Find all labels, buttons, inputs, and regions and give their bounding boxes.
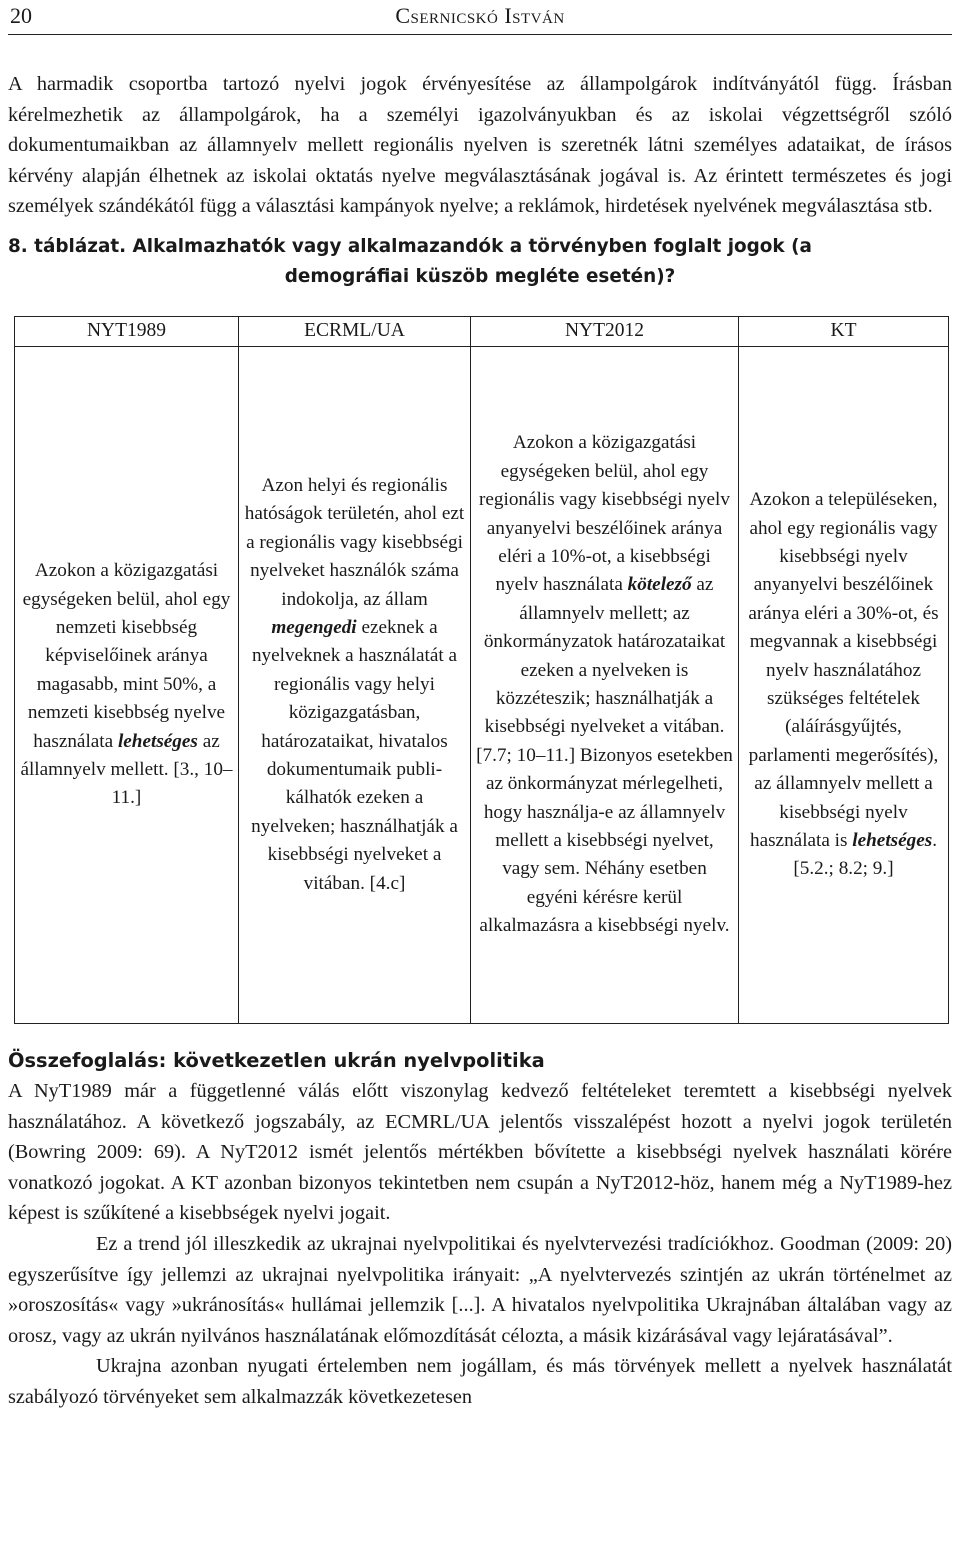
table-caption — [8, 232, 952, 292]
cell-nyt2012 — [471, 346, 739, 1023]
cell-kt — [739, 346, 949, 1023]
cell-text: az államnyelv mellett. [3., 10–11.] — [20, 730, 233, 809]
rights-comparison-table — [14, 316, 949, 1024]
cell-emphasis: kötelező — [627, 574, 692, 596]
cell-ecrml-ua — [239, 346, 471, 1023]
cell-text: . [5.2.; 8.2; 9.] — [793, 830, 938, 880]
column-header-nyt2012: NYT2012 — [471, 316, 739, 346]
cell-text: az államnyelv mellett; az önkormányzatok határozataikat ezeken a nyelveken is közzéteszik; használhatják a kisebbségi nyelveket a vitában. [7.7; 10–11.] Bizonyos esetekben az önkormányzat mérlegelheti, hogy használja-e az államnyelv mellett a kisebbségi nyelvet, vagy sem. Néhány esetben egyéni kérésre kerül alkalmazásra a kisebbségi nyelv. — [476, 574, 733, 937]
cell-text: Azokon a közigazgatási egységeken belül, ahol egy nemzeti kisebbség képviselőinek aránya magasabb, mint 50%, a nemzeti kisebbség nyelve használata — [22, 560, 231, 752]
cell-emphasis: megengedi — [271, 616, 357, 638]
cell-emphasis: lehetséges — [117, 730, 198, 752]
column-header-ecrml-ua: ECRML/UA — [239, 316, 471, 346]
intro-paragraph: A harmadik csoportba tartozó nyelvi jogok érvényesítése az állampolgárok indítványától függ. Írásban kérelmezhetik az állampolgárok, ha a személyi igazolványukban és az iskolai végzettségről szóló dokumentumaikban az államnyelv mellett regionális nyelven is szeretnék látni személyes adataikat, de írásos kérvény alapján élhetnek az iskolai oktatás nyelve megválasztásának jogával is. Az érintett természetes és jogi személyek szándékától függ a választási kampányok nyelve; a reklámok, hirdetések nyelvének megválasztása stb. — [8, 73, 952, 218]
cell-text: Azokon a közigazgatási egységeken belül, ahol egy regionális vagy kisebbségi nyelv anyanyelvi beszélőinek aránya eléri a 10%-ot, a kisebbségi nyelv használata — [479, 432, 730, 596]
summary-paragraph-3: Ukrajna azonban nyugati értelemben nem jogállam, és más törvények mellett a nyelvek használatát szabályozó törvényeket sem alkalmazzák következetesen — [8, 1355, 952, 1408]
table-caption-line1: 8. táblázat. Alkalmazhatók vagy alkalmazandók a törvényben foglalt jogok (a — [8, 235, 812, 257]
cell-text: Azon helyi és regionális hatóságok területén, ahol ezt a regionális vagy kisebbségi nyelveket használók száma indokolja, az állam — [244, 474, 465, 610]
table-header-row — [15, 316, 949, 346]
cell-emphasis: lehetséges — [852, 830, 933, 851]
running-head — [8, 0, 952, 35]
summary-paragraph-2: Ez a trend jól illeszkedik az ukrajnai nyelvpolitikai és nyelvtervezési tradíciókhoz. Goodman (2009: 20) egyszerűsítve így jellemzi az ukrajnai nyelvpolitika irányait: „A nyelvtervezés szintjén az ukrán történelmet az »oroszosítás« vagy »ukránosítás« hullámai jellemzik [...]. A hivatalos nyelvpolitika Ukrajnában általában vagy az orosz, vagy az ukrán nyilvános használatának előmozdítását célozta, a másik kizárásával vagy lejáratásával”. — [8, 1232, 952, 1347]
cell-nyt1989 — [15, 346, 239, 1023]
table-caption-line2: demográfiai küszöb megléte esetén)? — [284, 265, 676, 287]
table-row — [15, 346, 949, 1023]
cell-text: Azokon a településeken, ahol egy regionális vagy kisebbségi nyelv anyanyelvi beszélőinek aránya eléri a 30%-ot, és megvannak a kisebbségi nyelv használatához szükséges feltételek (aláírásgyűjtés, parlamenti megerősítés), az államnyelv mellett a kisebbségi nyelv használata is — [748, 489, 939, 851]
column-header-nyt1989: NYT1989 — [15, 316, 239, 346]
column-header-kt: KT — [739, 316, 949, 346]
section-heading: Összefoglalás: következetlen ukrán nyelvpolitika — [8, 1048, 545, 1072]
cell-text: ezeknek a nyelveknek a használatát a regionális vagy helyi közigazgatásban, határozataikat, hivatalos dokumentumaik publikálhatók ezeken a nyelveken; használhatják a kisebbségi nyelveket a vitában. [4.c] — [251, 616, 458, 894]
page — [8, 0, 952, 1413]
running-head-author: Csernicskó István — [395, 3, 565, 28]
page-number: 20 — [10, 3, 32, 28]
summary-paragraph-1: A NyT1989 már a függetlenné válás előtt viszonylag kedvező feltételeket teremtett a kisebbségi nyelvek használatához. A következő jogszabály, az ECMRL/UA jelentős visszalépést hozott a nyelvi jogok területén (Bowring 2009: 69). A NyT2012 ismét jelentős mértékben bővítette a kisebbségi nyelvek használati körére vonatkozó jogokat. A KT azonban bizonyos tekintetben nem csupán a NyT2012-höz, hanem még a NyT1989-hez képest is szűkítené a kisebbségek nyelvi jogait. — [8, 1079, 952, 1225]
